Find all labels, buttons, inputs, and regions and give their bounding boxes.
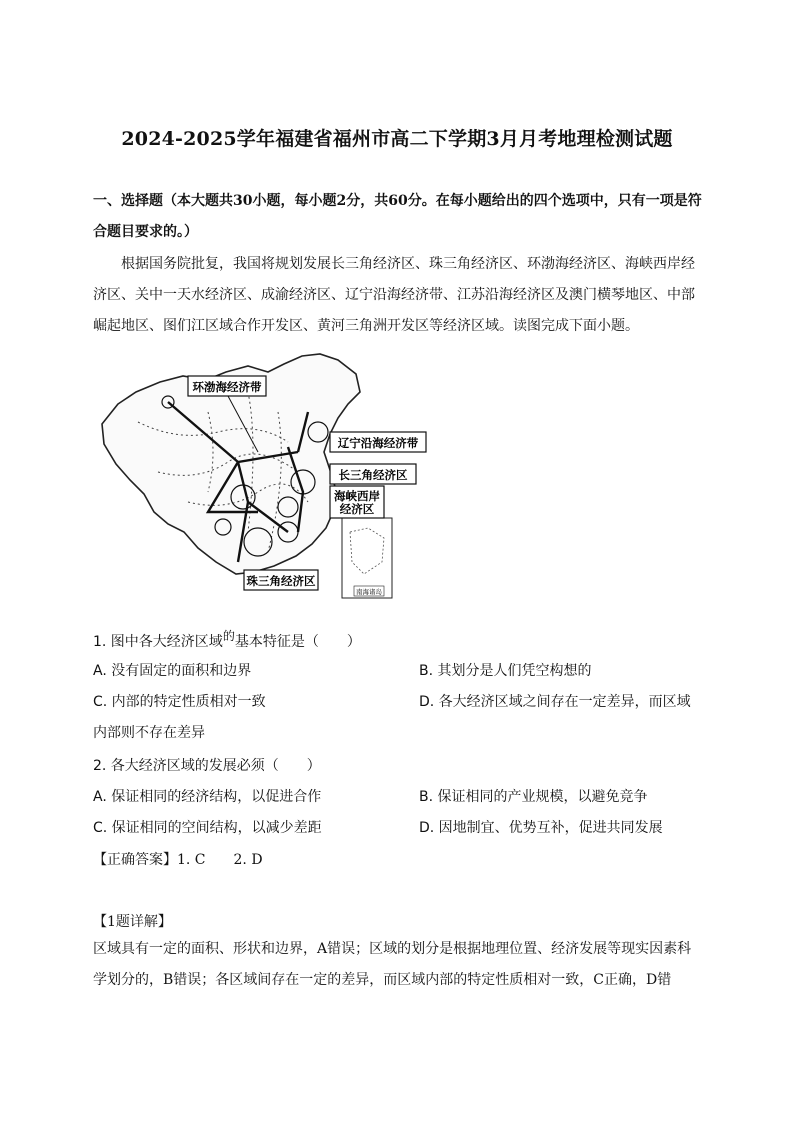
- q1-option-d: D. 各大经济区域之间存在一定差异，而区域: [419, 694, 691, 710]
- q1-option-a: A. 没有固定的面积和边界: [93, 663, 252, 679]
- q1-stem-sup: 的: [222, 629, 235, 643]
- detail-heading: 【1题详解】: [93, 914, 172, 930]
- q2-option-d: D. 因地制宜、优势互补，促进共同发展: [419, 820, 663, 836]
- q1-option-b: B. 其划分是人们凭空构想的: [419, 663, 592, 679]
- q2-option-a: A. 保证相同的经济结构，以促进合作: [93, 789, 322, 805]
- q1-option-d-cont: 内部则不存在差异: [93, 725, 205, 741]
- detail-text: 区域具有一定的面积、形状和边界，A错误；区域的划分是根据地理位置、经济发展等现实因素科学划分的，B错误；各区域间存在一定的差异，而区域内部的特定性质相对一致，C正确，D错: [93, 941, 692, 988]
- label-liaoning: 辽宁沿海经济带: [337, 436, 419, 450]
- china-economic-zones-map: [98, 352, 433, 602]
- answer-key: 【正确答案】1. C 2. D: [93, 852, 263, 868]
- label-haixia-1: 海峡西岸: [334, 489, 380, 503]
- q1-stem: 1. 图中各大经济区域的基本特征是（ ）: [93, 629, 361, 650]
- q2-stem: 2. 各大经济区域的发展必须（ ）: [93, 758, 321, 774]
- section-heading: 一、选择题（本大题共30小题，每小题2分，共60分。在每小题给出的四个选项中，只有一项是符合题目要求的。）: [93, 193, 702, 240]
- intro-paragraph: 根据国务院批复，我国将规划发展长三角经济区、珠三角经济区、环渤海经济区、海峡西岸经济区、关中一天水经济区、成渝经济区、辽宁沿海经济带、江苏沿海经济区及澳门横琴地区、中部崛起地区、图们江区域合作开发区、黄河三角洲开发区等经济区域。读图完成下面小题。: [93, 256, 695, 334]
- label-yangtze: 长三角经济区: [338, 468, 408, 482]
- label-pearl: 珠三角经济区: [246, 574, 316, 588]
- inset-label: 南海诸岛: [356, 588, 382, 596]
- q2-option-c: C. 保证相同的空间结构，以减少差距: [93, 820, 322, 836]
- q1-option-c: C. 内部的特定性质相对一致: [93, 694, 266, 710]
- page-title: 2024-2025学年福建省福州市高二下学期3月月考地理检测试题: [121, 128, 673, 150]
- label-bohai: 环渤海经济带: [192, 380, 262, 394]
- q2-option-b: B. 保证相同的产业规模，以避免竞争: [419, 789, 648, 805]
- label-haixia-2: 经济区: [339, 502, 375, 516]
